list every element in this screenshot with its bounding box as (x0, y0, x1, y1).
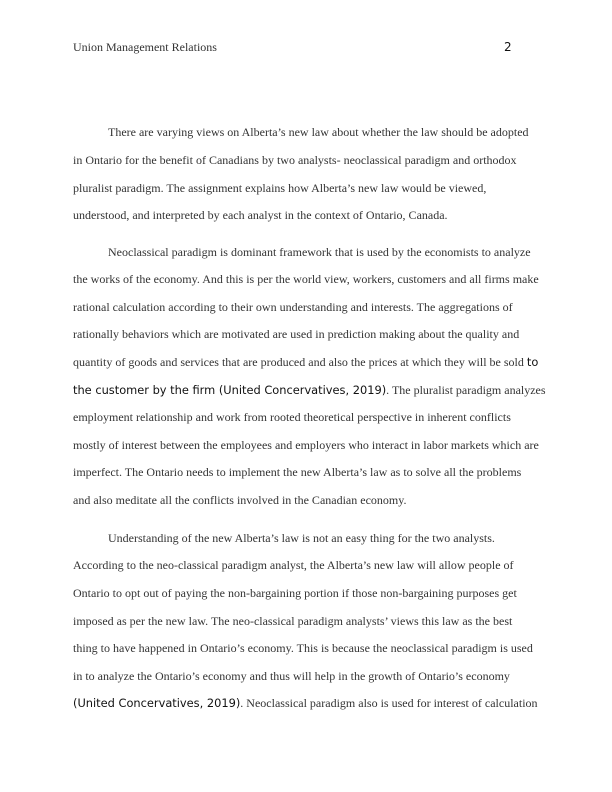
paragraph-2-line: Neoclassical paradigm is dominant framework that is used by the economists to analyze (108, 245, 531, 259)
paragraph-3-line: in to analyze the Ontario’s economy and thus will help in the growth of Ontario’s economy (73, 669, 510, 683)
paragraph-3-line: imposed as per the new law. The neo-classical paradigm analysts’ views this law as the best (73, 614, 513, 628)
page-number: 2 (504, 40, 512, 54)
paragraph-3-line: Ontario to opt out of paying the non-bargaining portion if those non-bargaining purposes get (73, 586, 517, 600)
paragraph-1-line: There are varying views on Alberta’s new law about whether the law should be adopted (108, 125, 529, 139)
citation: the customer by the firm (United Concervatives, 2019) (73, 383, 387, 397)
paragraph-1-line: pluralist paradigm. The assignment explains how Alberta’s new law would be viewed, (73, 181, 487, 195)
text-run: to (526, 355, 539, 369)
paragraph-1-line: in Ontario for the benefit of Canadians by two analysts- neoclassical paradigm and orthodox (73, 153, 517, 167)
paragraph-2-line: mostly of interest between the employees and employers who interact in labor markets which are (73, 438, 539, 452)
text-run: . Neoclassical paradigm also is used for interest of calculation (240, 696, 538, 710)
paragraph-2-line (73, 355, 538, 369)
paragraph-2-line: rational calculation according to their own understanding and interests. The aggregations of (73, 300, 513, 314)
paragraph-2-line (73, 383, 546, 397)
paragraph-3-line: thing to have happened in Ontario’s economy. This is because the neoclassical paradigm is used (73, 641, 533, 655)
paragraph-1-line: understood, and interpreted by each analyst in the context of Ontario, Canada. (73, 208, 448, 222)
paragraph-2-line: and also meditate all the conflicts involved in the Canadian economy. (73, 493, 407, 507)
text-run: quantity of goods and services that are produced and also the prices at which they will be sold (73, 355, 527, 369)
paragraph-2-line: employment relationship and work from rooted theoretical perspective in inherent conflicts (73, 410, 511, 424)
paragraph-3-line: According to the neo-classical paradigm analyst, the Alberta’s new law will allow people of (73, 558, 514, 572)
paragraph-3-line (73, 696, 538, 710)
text-run: . The pluralist paradigm analyzes (386, 383, 546, 397)
paragraph-3-line: Understanding of the new Alberta’s law is not an easy thing for the two analysts. (108, 531, 495, 545)
paragraph-2-line: rationally behaviors which are motivated are used in prediction making about the quality and (73, 327, 520, 341)
citation: (United Concervatives, 2019) (73, 696, 241, 710)
paragraph-2-line: the works of the economy. And this is per the world view, workers, customers and all firms make (73, 272, 539, 286)
running-head: Union Management Relations (73, 40, 217, 54)
paragraph-2-line: imperfect. The Ontario needs to implement the new Alberta’s law as to solve all the problems (73, 465, 522, 479)
